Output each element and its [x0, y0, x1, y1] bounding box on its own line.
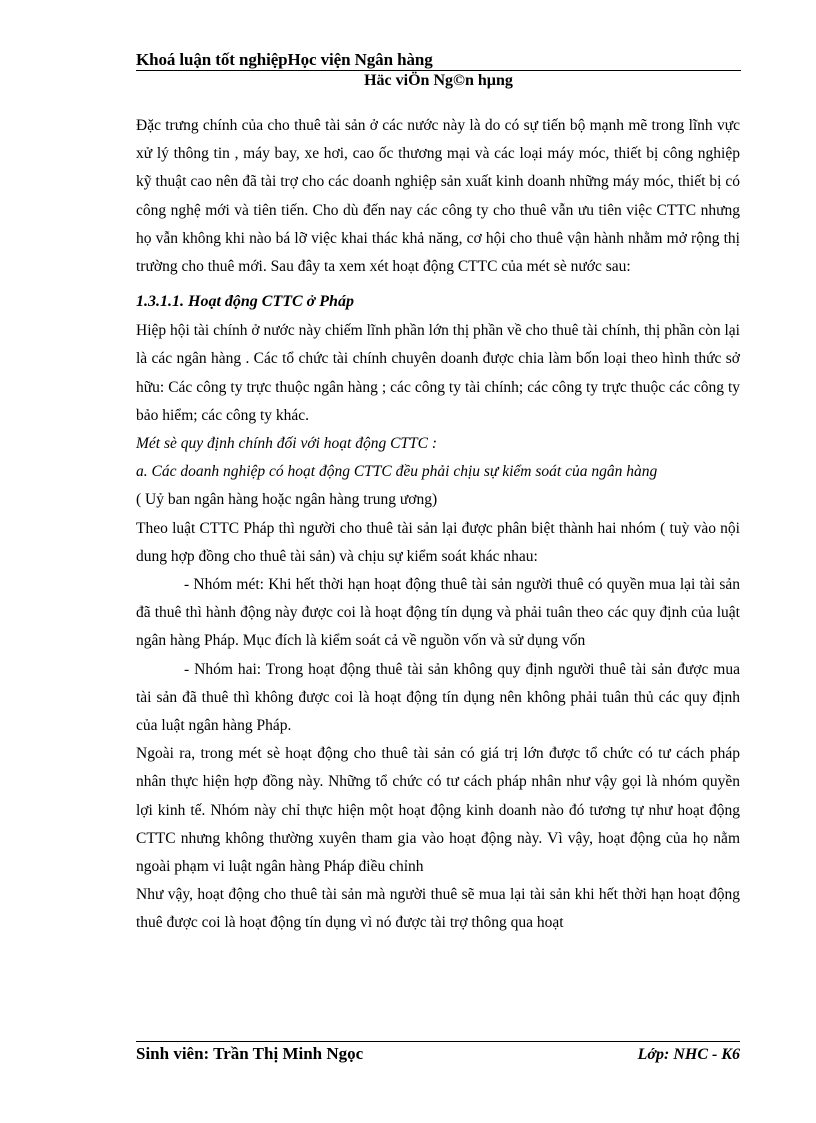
header-divider [136, 70, 741, 71]
paragraph-regulations-heading: Mét sè quy định chính đối với hoạt động CTTC : [136, 435, 438, 453]
paragraph-committee: ( Uỷ ban ngân hàng hoặc ngân hàng trung ương) [136, 491, 438, 509]
paragraph-conclusion: Như vậy, hoạt động cho thuê tài sản mà người thuê sẽ mua lại tài sản khi hết thời hạn hoạt động thuê được coi là hoạt động tín dụng vì nó được tài trợ thông qua hoạt [136, 886, 740, 932]
header-title: Khoá luận tốt nghiệpHọc viện Ngân hàng [136, 50, 433, 69]
paragraph-regulation-a: a. Các doanh nghiệp có hoạt động CTTC đều phải chịu sự kiểm soát của ngân hàng [136, 463, 658, 481]
paragraph-other: Ngoài ra, trong mét sè hoạt động cho thuê tài sản có giá trị lớn được tổ chức có tư cách pháp nhân thực hiện hợp đồng này. Những tổ chức có tư cách pháp nhân như vậy gọi là nhóm quyền lợi kinh tế. Nhóm này chỉ thực hiện một hoạt động kinh doanh nào đó tương tự như hoạt động CTTC nhưng không thường xuyên tham gia vào hoạt động này. Vì vậy, hoạt động của họ nằm ngoài phạm vi luật ngân hàng Pháp điều chỉnh [136, 745, 740, 876]
section-heading: 1.3.1.1. Hoạt động CTTC ở Pháp [136, 293, 354, 311]
footer-class: Lớp: NHC - K6 [637, 1046, 740, 1063]
paragraph-group-two: - Nhóm hai: Trong hoạt động thuê tài sản không quy định người thuê tài sản được mua tài sản đã thuê thì không được coi là hoạt động tín dụng nên không phải tuân thủ các quy định của luật ngân hàng Pháp. [136, 660, 740, 735]
document-body [136, 112, 740, 938]
paragraph-intro: Đặc trưng chính của cho thuê tài sản ở các nước này là do có sự tiến bộ mạnh mẽ trong lĩnh vực xử lý thông tin , máy bay, xe hơi, cao ốc thương mại và các loại máy móc, thiết bị công nghiệp kỹ thuật cao nên đã tài trợ cho các doanh nghiệp sản xuất kinh doanh những máy móc, thiết bị có công nghệ mới và tiên tiến. Cho dù đến nay các công ty cho thuê vẫn ưu tiên việc CTTC nhưng họ vẫn không khi nào bá lỡ việc khai thác khả năng, cơ hội cho thuê vận hành nhằm mở rộng thị trường cho thuê mới. Sau đây ta xem xét hoạt động CTTC của mét sè nước sau: [136, 117, 740, 276]
paragraph-market: Hiệp hội tài chính ở nước này chiếm lĩnh phần lớn thị phần về cho thuê tài chính, thị phần còn lại là các ngân hàng . Các tổ chức tài chính chuyên doanh được chia làm bốn loại theo hình thức sở hữu: Các công ty trực thuộc ngân hàng ; các công ty tài chính; các công ty trực thuộc các công ty bảo hiểm; các công ty khác. [136, 322, 740, 424]
footer-student: Sinh viên: Trần Thị Minh Ngọc [136, 1044, 364, 1063]
footer-divider [136, 1041, 740, 1042]
paragraph-law: Theo luật CTTC Pháp thì người cho thuê tài sản lại được phân biệt thành hai nhóm ( tuỳ vào nội dung hợp đồng cho thuê tài sản) và chịu sự kiểm soát khác nhau: [136, 519, 740, 565]
paragraph-group-one: - Nhóm mét: Khi hết thời hạn hoạt động thuê tài sản người thuê có quyền mua lại tài sản đã thuê thì hành động này được coi là hoạt động tín dụng và phải tuân theo các quy định của luật ngân hàng Pháp. Mục đích là kiểm soát cả về nguồn vốn và sử dụng vốn [136, 576, 740, 650]
header-subtitle: Häc viÖn Ng©n hµng [364, 72, 513, 89]
